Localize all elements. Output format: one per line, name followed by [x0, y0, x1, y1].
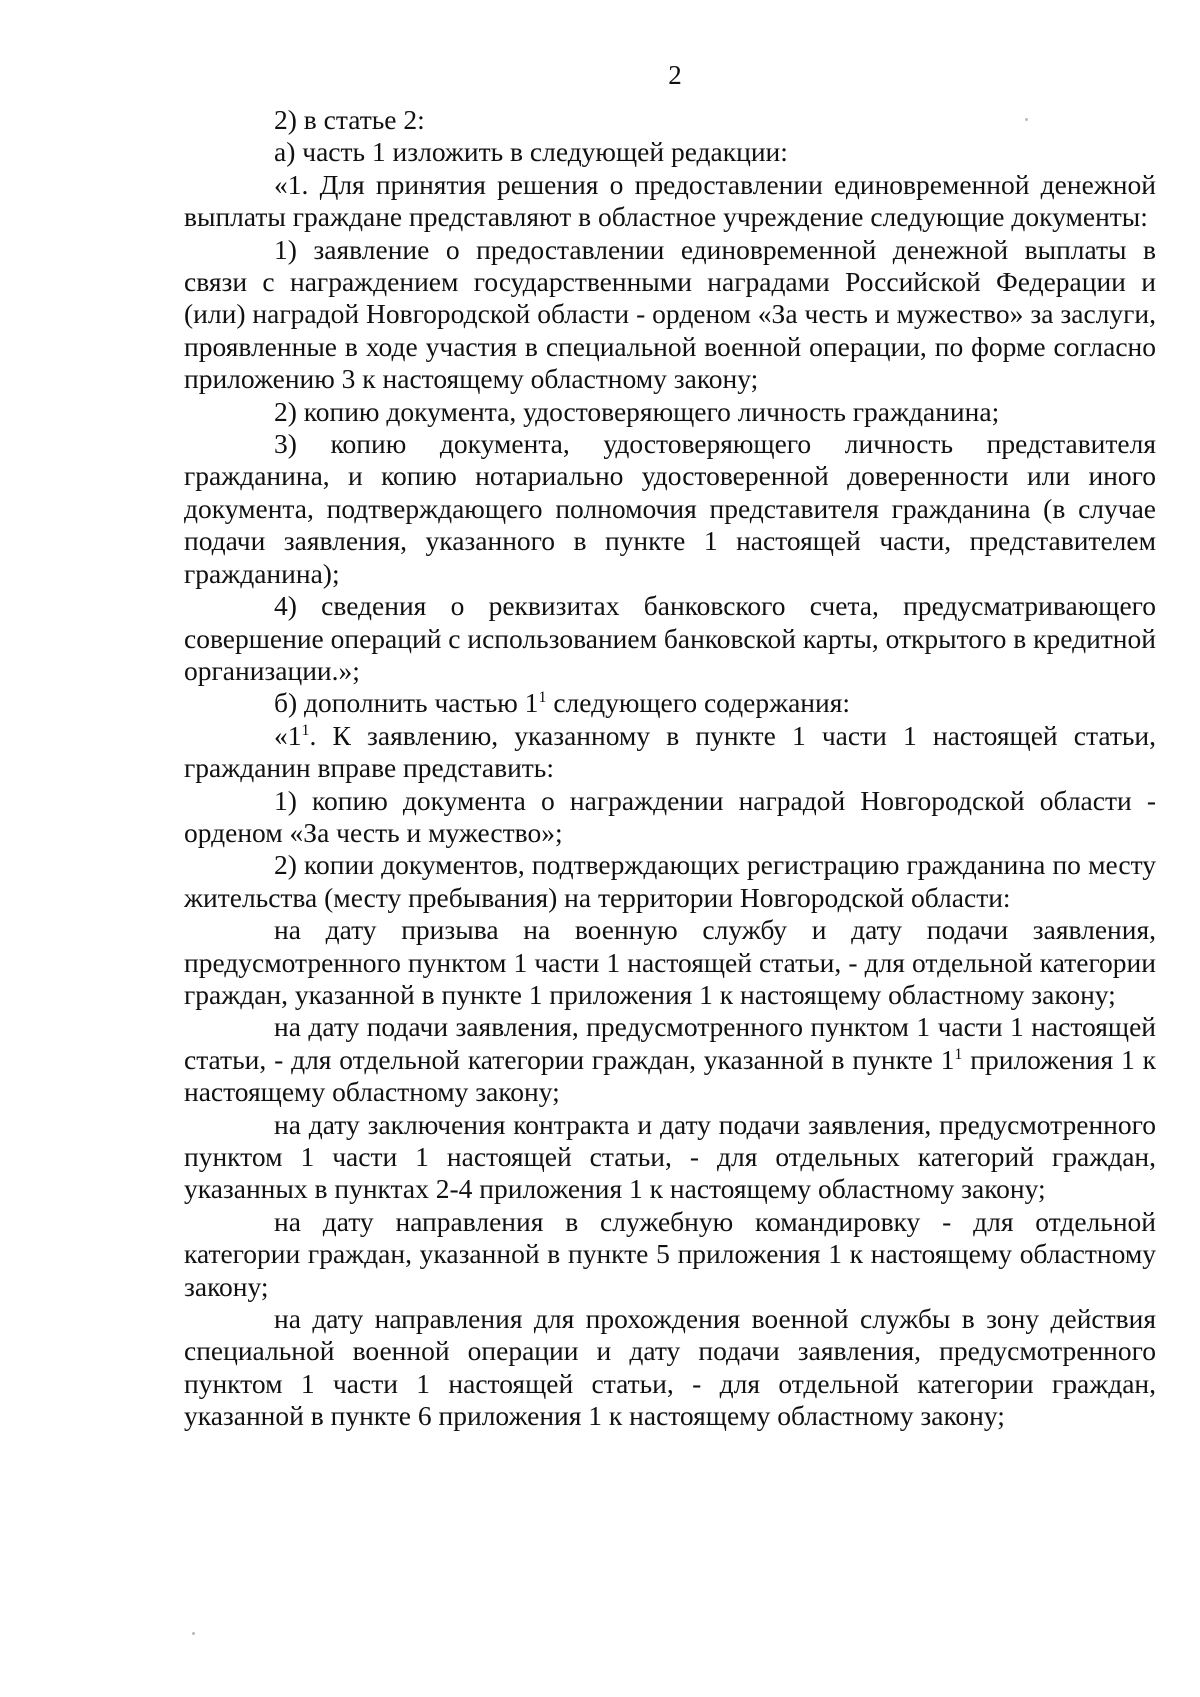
paragraph-subitem-a: а) часть 1 изложить в следующей редакции:	[274, 136, 788, 168]
paragraph-date-deployment: на дату направления для прохождения военной службы в зону действия специальной военной операции и дату подачи заявления, предусмотренного пунктом 1 части 1 настоящей статьи, - для отдельной категории граждан, указанной в пункте 6 приложения 1 к настоящему областному закону;	[184, 1303, 1156, 1432]
paragraph-part-1-1-lead	[184, 720, 1156, 785]
paragraph-doc-1-application: 1) заявление о предоставлении единовременной денежной выплаты в связи с награждением государственными наградами Российской Федерации и (или) наградой Новгородской области - орденом «За честь и мужество» за заслуги, проявленные в ходе участия в специальной военной операции, по форме согласно приложению 3 к настоящему областному закону;	[184, 233, 1156, 395]
paragraph-date-contract: на дату заключения контракта и дату подачи заявления, предусмотренного пунктом 1 части 1 настоящей статьи, - для отдельных категорий граждан, указанных в пунктах 2-4 приложения 1 к настоящему областному закону;	[184, 1108, 1156, 1205]
page-number: 2	[668, 60, 682, 90]
paragraph-subitem-b	[184, 687, 1156, 719]
paragraph-text: б) дополнить частью 1	[274, 687, 539, 719]
document-body	[184, 104, 1156, 1433]
paragraph-doc-2-id-copy: 2) копию документа, удостоверяющего личность гражданина;	[274, 395, 1000, 427]
paragraph-text: на дату подачи заявления, предусмотренного пунктом 1 части 1 настоящей статьи, - для отдельной категории граждан, указанной в пункте 1	[184, 1011, 1156, 1075]
superscript: 1	[954, 1045, 963, 1063]
paragraph-text: следующего содержания:	[546, 687, 851, 719]
scan-speck	[1025, 118, 1028, 121]
paragraph-date-application	[184, 1011, 1156, 1108]
paragraph-optional-2-registration: 2) копии документов, подтверждающих регистрацию гражданина по месту жительства (месту пребывания) на территории Новгородской области:	[184, 849, 1156, 913]
paragraph-optional-1-award-copy: 1) копию документа о награждении наградой Новгородской области - орденом «За честь и мужество»;	[184, 784, 1156, 848]
paragraph-item-2: 2) в статье 2:	[274, 104, 425, 135]
scan-speck	[192, 1632, 195, 1635]
paragraph-text: . К заявлению, указанному в пункте 1 части 1 настоящей статьи, гражданин вправе представить:	[184, 719, 1156, 784]
paragraph-date-business-trip: на дату направления в служебную командировку - для отдельной категории граждан, указанной в пункте 5 приложения 1 к настоящему областному закону;	[184, 1205, 1156, 1302]
paragraph-text: «1	[274, 719, 302, 751]
paragraph-doc-4-bank-details: 4) сведения о реквизитах банковского счета, предусматривающего совершение операций с использованием банковской карты, открытого в кредитной организации.»;	[184, 590, 1156, 686]
paragraph-doc-3-representative: 3) копию документа, удостоверяющего личность представителя гражданина, и копию нотариально удостоверенной доверенности или иного документа, подтверждающего полномочия представителя гражданина (в случае подачи заявления, указанного в пункте 1 настоящей части, представителем гражданина);	[184, 428, 1156, 589]
superscript: 1	[538, 689, 547, 707]
paragraph-text: приложения 1 к настоящему областному закону;	[184, 1043, 1157, 1108]
paragraph-part-1-lead: «1. Для принятия решения о предоставлении единовременной денежной выплаты граждане представляют в областное учреждение следующие документы:	[184, 168, 1156, 233]
paragraph-date-conscription: на дату призыва на военную службу и дату подачи заявления, предусмотренного пунктом 1 части 1 настоящей статьи, - для отдельной категории граждан, указанной в пункте 1 приложения 1 к настоящему областному закону;	[184, 914, 1156, 1010]
superscript: 1	[301, 721, 310, 739]
